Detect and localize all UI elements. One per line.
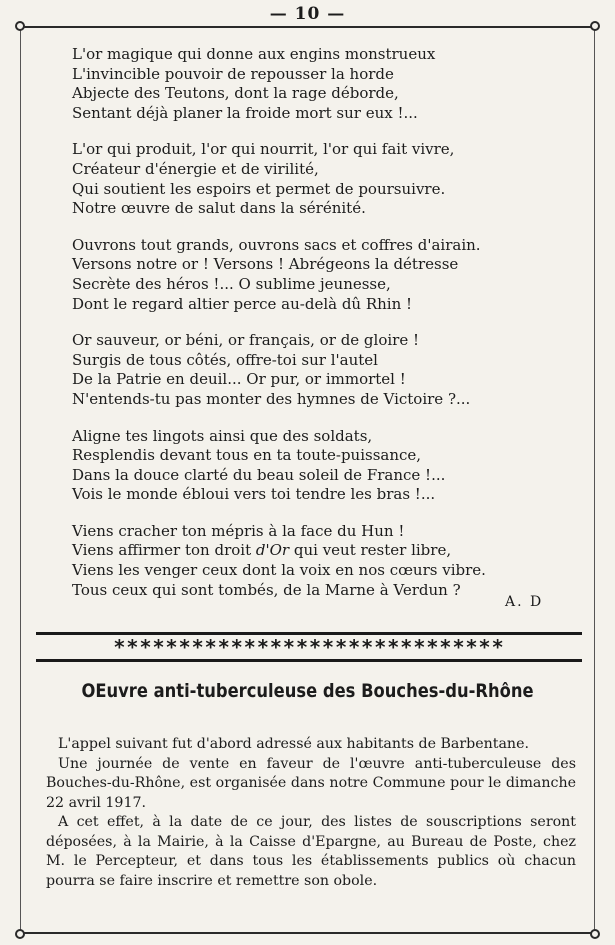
corner-ornament-bottom-left <box>15 929 25 939</box>
poem-line-part: qui veut rester libre, <box>293 541 452 560</box>
poem-line: L'or qui produit, l'or qui nourrit, l'or qui fait vivre, <box>72 140 455 159</box>
poem-line: Dans la douce clarté du beau soleil de France !... <box>72 465 446 484</box>
poem-line: Ouvrons tout grands, ouvrons sacs et coffres d'airain. <box>72 235 481 254</box>
poem-stanza <box>72 331 572 409</box>
article-paragraph: Une journée de vente en faveur de l'œuvre anti-tuberculeuse des Bouches-du-Rhône, est organisée dans notre Commune pour le dimanche 22 avril 1917. <box>46 755 576 811</box>
poem-line: Viens les venger ceux dont la voix en nos cœurs vibre. <box>72 561 486 580</box>
poem-line: L'or magique qui donne aux engins monstrueux <box>72 45 436 63</box>
poem-line-italic-word: d'Or <box>255 541 290 560</box>
poem-line: L'invincible pouvoir de repousser la horde <box>72 64 394 83</box>
asterisk-divider: ****************************** <box>36 632 582 662</box>
corner-ornament-bottom-right <box>590 929 600 939</box>
poem-stanza <box>72 45 572 123</box>
poem <box>72 45 572 617</box>
poem-line-part: Viens affirmer ton droit <box>72 541 252 560</box>
poem-line: Surgis de tous côtés, offre-toi sur l'autel <box>72 350 378 369</box>
poem-stanza <box>72 236 572 314</box>
poem-line: Abjecte des Teutons, dont la rage déborde, <box>72 84 399 103</box>
poem-line: Resplendis devant tous en ta toute-puissance, <box>72 446 422 465</box>
poem-stanza <box>72 427 572 505</box>
poem-stanza <box>72 140 572 218</box>
poem-line: Aligne tes lingots ainsi que des soldats, <box>72 426 373 445</box>
poem-line: Secrète des héros !... O sublime jeunesse, <box>72 274 391 293</box>
section-title: OEuvre anti-tuberculeuse des Bouches-du-Rhône <box>81 680 534 702</box>
corner-ornament-top-right <box>590 21 600 31</box>
corner-ornament-top-left <box>15 21 25 31</box>
article-body <box>46 735 576 891</box>
poem-line: Qui soutient les espoirs et permet de poursuivre. <box>72 179 446 198</box>
poem-line: Dont le regard altier perce au-delà dû Rhin ! <box>72 294 413 313</box>
poem-line: Viens cracher ton mépris à la face du Hun ! <box>72 521 405 540</box>
poem-line: Vois le monde ébloui vers toi tendre les bras !... <box>72 485 436 504</box>
poem-line: Sentant déjà planer la froide mort sur eux !... <box>72 103 418 122</box>
poem-line: Or sauveur, or béni, or français, or de gloire ! <box>72 331 420 350</box>
poem-line: Notre œuvre de salut dans la sérénité. <box>72 199 366 218</box>
poem-line: N'entends-tu pas monter des hymnes de Victoire ?... <box>72 389 471 408</box>
article-paragraph: A cet effet, à la date de ce jour, des listes de souscriptions seront déposées, à la Mairie, à la Caisse d'Epargne, au Bureau de Poste, chez M. le Percepteur, et dans tous les établissements publics où chacun pourra se faire inscrire et remettre son obole. <box>46 814 576 889</box>
article-paragraph: L'appel suivant fut d'abord adressé aux habitants de Barbentane. <box>58 736 529 752</box>
poem-line: De la Patrie en deuil... Or pur, or immortel ! <box>72 370 406 389</box>
poem-line: Tous ceux qui sont tombés, de la Marne à Verdun ? <box>72 580 461 599</box>
poem-line: Versons notre or ! Versons ! Abrégeons la détresse <box>72 255 459 274</box>
poem-line: Créateur d'énergie et de virilité, <box>72 159 319 178</box>
poem-signature: A. D <box>505 594 544 610</box>
poem-line <box>72 541 572 561</box>
poem-stanza <box>72 522 572 600</box>
page-number: — 10 — <box>269 4 346 24</box>
